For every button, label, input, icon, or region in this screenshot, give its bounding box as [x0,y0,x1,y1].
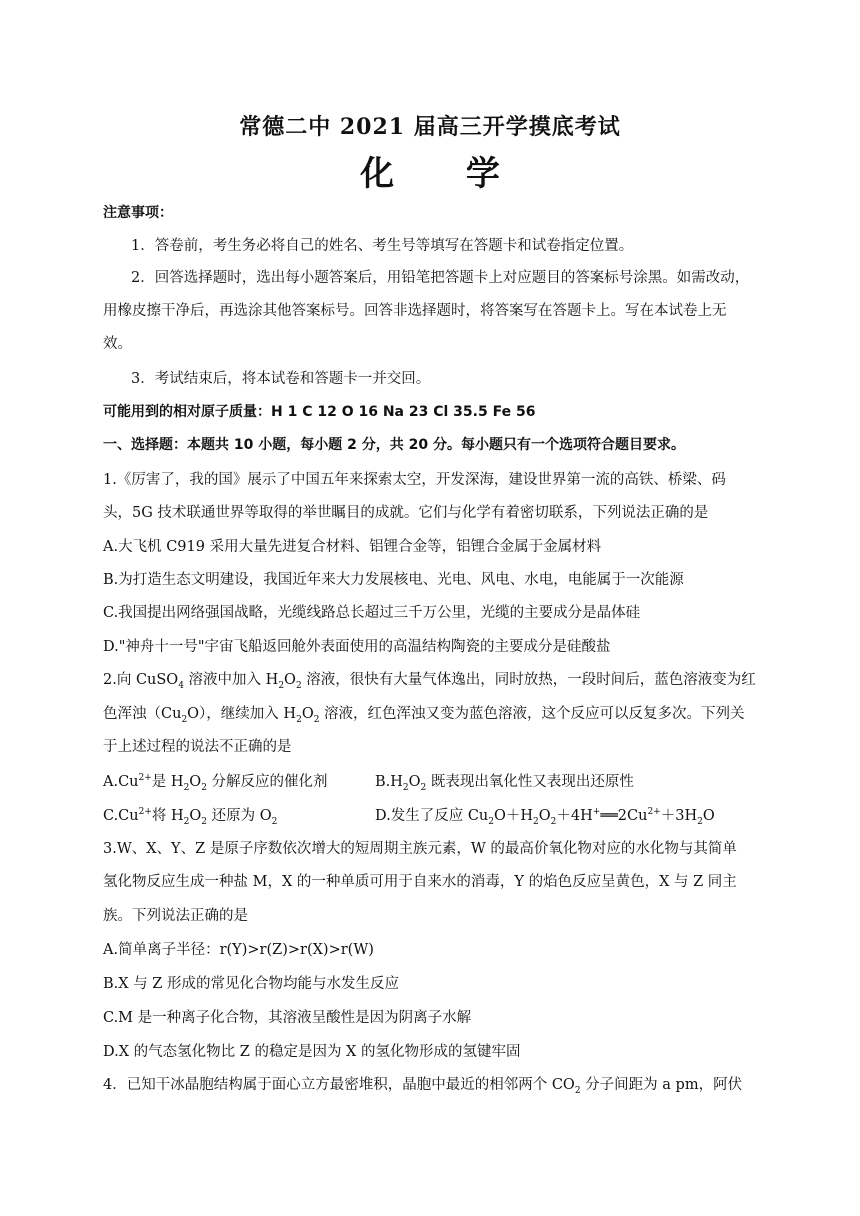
q1-option-d: D."神舟十一号"宇宙飞船返回舱外表面使用的高温结构陶瓷的主要成分是硅酸盐 [103,639,611,655]
q3-option-a: A.简单离子半径：r(Y)>r(Z)>r(X)>r(W) [103,942,374,958]
q3-stem-line-2: 氢化物反应生成一种盐 M，X 的一种单质可用于自来水的消毒，Y 的焰色反应呈黄色，X 与 Z 同主 [103,874,737,890]
atomic-masses [103,402,763,422]
q2-option-a: $A.Cu^{2+}$是 $H_2O_2$ 分解反应的催化剂 [103,773,328,793]
q3-stem-line-3: 族。下列说法正确的是 [103,908,248,924]
q1-option-a: A.大飞机 C919 采用大量先进复合材料、铝锂合金等，铝锂合金属于金属材料 [103,539,602,555]
notice-item-2-line-2: 用橡皮擦干净后，再选涂其他答案标号。回答非选择题时，将答案写在答题卡上。写在本试卷上无 [103,303,727,319]
q2-stem-line-3: 于上述过程的说法不正确的是 [103,739,292,755]
q1-stem-line-2: 头，5G 技术联通世界等取得的举世瞩目的成就。它们与化学有着密切联系，下列说法正确的是 [103,505,709,521]
q2-option-b: $B.H_2O_2$ 既表现出氧化性又表现出还原性 [375,774,634,793]
notice-item-3: 3．考试结束后，将本试卷和答题卡一并交回。 [131,371,431,387]
section-1-heading: 一、选择题：本题共 10 小题，每小题 2 分，共 20 分。每小题只有一个选项符合题目要求。 [103,437,685,453]
q1-option-c: C.我国提出网络强国战略，光缆线路总长超过三千万公里，光缆的主要成分是晶体硅 [103,605,641,621]
q4-stem-line-1: 4．已知干冰晶胞结构属于面心立方最密堆积，晶胞中最近的相邻两个 $CO_2$ 分子间距为 a pm，阿伏 [103,1077,743,1096]
q3-option-d: D.X 的气态氢化物比 Z 的稳定是因为 X 的氢化物形成的氢键牢固 [103,1044,521,1060]
notice-heading: 注意事项： [103,205,173,221]
q3-stem-line-1: 3.W、X、Y、Z 是原子序数依次增大的短周期主族元素，W 的最高价氧化物对应的水化物与其简单 [103,841,737,857]
q3-option-b: B.X 与 Z 形成的常见化合物均能与水发生反应 [103,976,399,992]
exam-title: 常德二中 2021 届高三开学摸底考试 [239,114,621,140]
q2-stem-line-2: 色浑浊$(Cu_2O)$，继续加入 $H_2O_2$ 溶液，红色浑浊又变为蓝色溶液，这个反应可以反复多次。下列关 [103,706,745,725]
atomic-masses-text: 可能用到的相对原子质量：H 1 C 12 O 16 Na 23 Cl 35.5 Fe 56 [103,404,536,420]
q1-stem-line-1: 1.《厉害了，我的国》展示了中国五年来探索太空，开发深海，建设世界第一流的高铁、桥梁、码 [103,472,726,488]
notice-item-2-line-3: 效。 [103,336,132,352]
q1-option-b: B.为打造生态文明建设，我国近年来大力发展核电、光电、风电、水电，电能属于一次能源 [103,572,684,588]
subject-title: 化 学 [360,154,530,194]
q3-option-c: C.M 是一种离子化合物，其溶液呈酸性是因为阴离子水解 [103,1010,472,1026]
q2-stem-line-1: 2.向 CuSO$_4$ 溶液中加入 $H_2O_2$ 溶液，很快有大量气体逸出，同时放热，一段时间后，蓝色溶液变为红 [103,672,756,691]
notice-item-1: 1．答卷前，考生务必将自己的姓名、考生号等填写在答题卡和试卷指定位置。 [131,238,634,254]
q2-option-c: $C.Cu^{2+}$将 $H_2O_2$ 还原为 $O_2$ [103,807,278,827]
notice-item-2-line-1: 2．回答选择题时，选出每小题答案后，用铅笔把答题卡上对应题目的答案标号涂黑。如需改动， [131,270,750,286]
q2-option-d: D.发生了反应 $Cu_2O+H_2O_2+4H^+══2Cu^{2+}+3H_2O$ [375,807,715,827]
